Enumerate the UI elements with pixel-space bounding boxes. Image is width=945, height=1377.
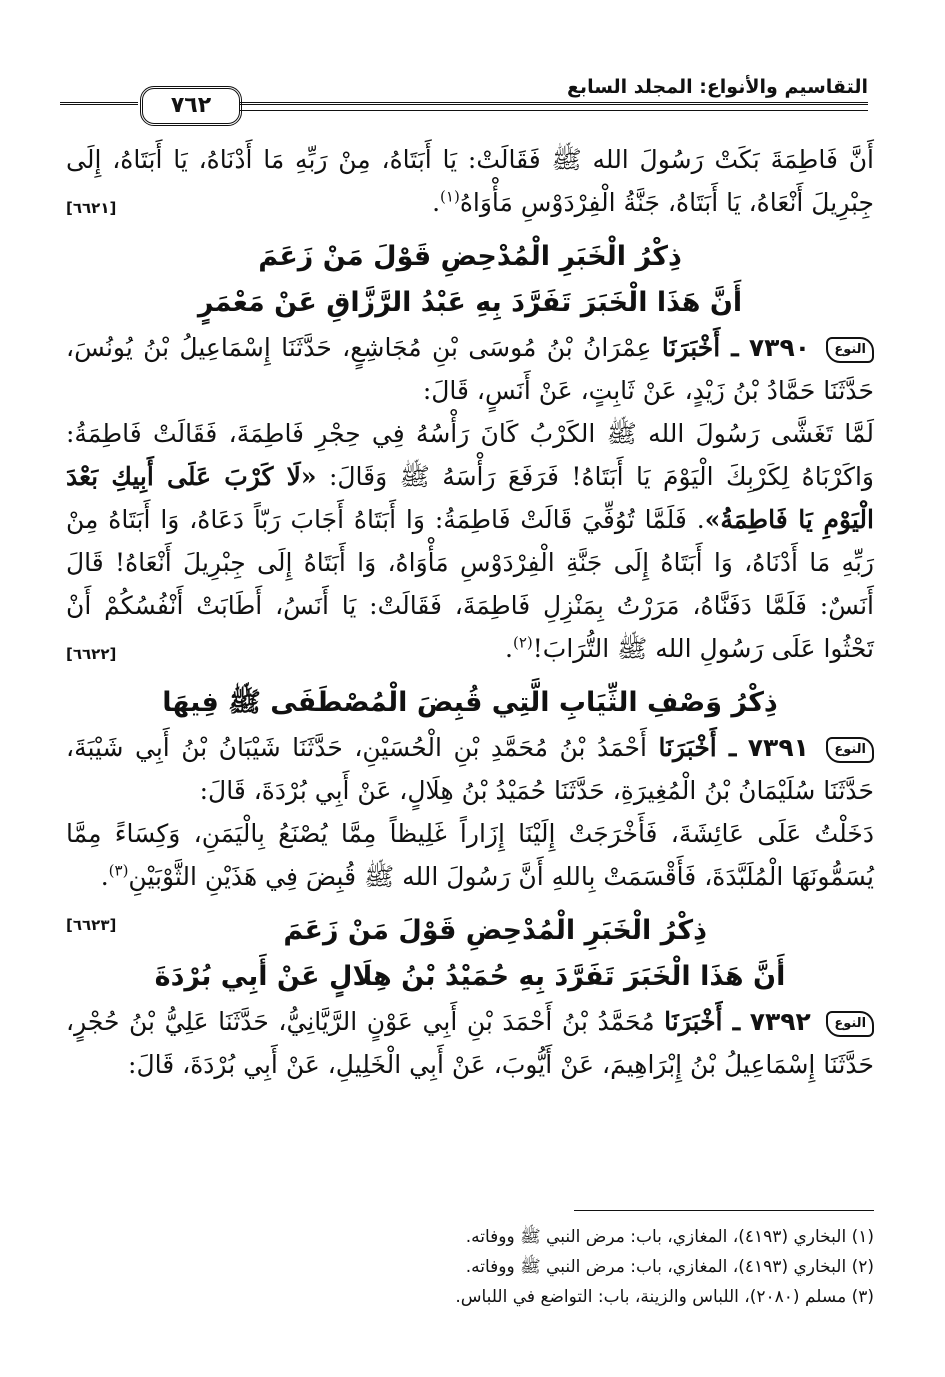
akhbarana-label: ـ أَخْبَرَنَا <box>661 333 739 362</box>
heading-line: أَنَّ هَذَا الْخَبَرَ تَفَرَّدَ بِهِ عَبْدُ الرَّزَّاقِ عَنْ مَعْمَرٍ <box>197 287 743 318</box>
paragraph-continuation <box>66 138 874 224</box>
header-rule-thin <box>240 110 868 111</box>
type-badge: النوع <box>826 337 874 363</box>
heading-line: ذِكْرُ الْخَبَرِ الْمُدْحِضِ قَوْلَ مَنْ زَعَمَ <box>283 915 707 946</box>
matn-tail: . <box>505 634 513 663</box>
hadith-number: ٧٣٩٠ <box>748 333 810 362</box>
footnote-item: (١) البخاري (٤١٩٣)، المغازي، باب: مرض النبي ﷺ ووفاته. <box>465 1227 874 1247</box>
paragraph-text: أَنَّ فَاطِمَةَ بَكَتْ رَسُولَ الله ﷺ فَقَالَتْ: يَا أَبَتَاهُ، مِنْ رَبِّهِ مَا أَدْنَاهُ، يَا أَبَتَاهُ، إِلَى جِبْرِيلَ أَنْعَاهُ، يَا أَبَتَاهُ، جَنَّةُ الْفِرْدَوْسِ مَأْوَاهُ <box>66 145 874 217</box>
paragraph-tail: . <box>432 188 441 217</box>
main-text <box>66 138 874 1086</box>
hadith-number: ٧٣٩٢ <box>749 1007 811 1036</box>
akhbarana-label: ـ أَخْبَرَنَا <box>664 1007 741 1036</box>
chapter-heading <box>66 680 874 726</box>
footnotes <box>66 1222 874 1312</box>
heading-line: أَنَّ هَذَا الْخَبَرَ تَفَرَّدَ بِهِ حُمَيْدُ بْنُ هِلَالٍ عَنْ أَبِي بُرْدَةَ <box>154 961 786 992</box>
chapter-heading <box>66 234 874 326</box>
matn-text: لَمَّا تَغَشَّى رَسُولَ الله ﷺ الكَرْبُ كَانَ رَأْسُهُ فِي حِجْرِ فَاطِمَةَ، فَقَالَتْ فَاطِمَةُ: وَاكَرْبَاهُ لِكَرْبِكَ الْيَوْمَ يَا أَبَتَاهُ! فَرَفَعَ رَأْسَهُ ﷺ وَقَالَ: <box>66 419 874 491</box>
hadith-reference: [٦٦٢٢] <box>66 645 117 663</box>
header-rule-left <box>60 102 138 105</box>
page-header <box>60 70 868 120</box>
matn-text: دَخَلْتُ عَلَى عَائِشَةَ، فَأَخْرَجَتْ إِلَيْنَا إِزَاراً غَلِيظاً مِمَّا يُصْنَعُ بِالْيَمَنِ، وَكِسَاءً مِمَّا يُسَمُّونَهَا الْمُلَبَّدَةَ، فَأَقْسَمَتْ بِاللهِ أَنَّ رَسُولَ الله ﷺ قُبِضَ فِي هَذَيْنِ الثَّوْبَيْنِ <box>66 819 874 891</box>
isnad-text: عِمْرَانُ بْنُ مُوسَى بْنِ مُجَاشِعٍ، حَدَّثَنَا إِسْمَاعِيلُ بْنُ يُونُسَ، حَدَّثَنَا حَمَّادُ بْنُ زَيْدٍ، عَنْ ثَابِتٍ، عَنْ أَنَسٍ، قَالَ: <box>66 333 874 405</box>
hadith-reference: [٦٦٢٣] <box>66 916 117 934</box>
header-rule-right <box>240 102 868 105</box>
footnote-item: (٢) البخاري (٤١٩٣)، المغازي، باب: مرض النبي ﷺ ووفاته. <box>465 1257 874 1277</box>
type-badge: النوع <box>826 1011 874 1037</box>
heading-line: ذِكْرُ وَصْفِ الثِّيَابِ الَّتِي قُبِضَ الْمُصْطَفَى ﷺ فِيهَا <box>162 687 778 718</box>
hadith-number: ٧٣٩١ <box>747 733 809 762</box>
matn-text: . فَلَمَّا تُوُفِّيَ قَالَتْ فَاطِمَةُ: وَا أَبَتَاهُ أَجَابَ رَبّاً دَعَاهُ، وَا أَبَتَاهُ مِنْ رَبِّهِ مَا أَدْنَاهُ، وَا أَبَتَاهُ إِلَى جَنَّةِ الْفِرْدَوْسِ مَأْوَاهُ، وَا أَبَتَاهُ إِلَى جِبْرِيلَ أَنْعَاهُ! قَالَ أَنَسٌ: فَلَمَّا دَفَنَّاهُ، مَرَرْتُ بِمَنْزِلِ فَاطِمَةَ، فَقَالَتْ: يَا أَنَسُ، أَطَابَتْ أَنْفُسُكُمْ أَنْ تَحْثُوا عَلَى رَسُولِ الله ﷺ التُّرَابَ! <box>66 505 874 663</box>
matn-tail: . <box>100 862 109 891</box>
matn-7390 <box>66 412 874 670</box>
hadith-7391 <box>66 726 874 812</box>
footnote-mark: (١) <box>440 187 460 206</box>
footnote-separator <box>66 1210 874 1211</box>
heading-line: ذِكْرُ الْخَبَرِ الْمُدْحِضِ قَوْلَ مَنْ زَعَمَ <box>258 241 682 272</box>
chapter-heading <box>66 908 874 1000</box>
footnote-item: (٣) مسلم (٢٠٨٠)، اللباس والزينة، باب: التواضع في اللباس. <box>455 1287 874 1307</box>
footnote-mark: (٣) <box>108 861 129 880</box>
type-badge: النوع <box>826 737 874 763</box>
hadith-7392 <box>66 1000 874 1086</box>
hadith-7390 <box>66 326 874 412</box>
footnote-mark: (٢) <box>512 633 533 652</box>
page-number: ٧٦٢ <box>140 86 242 126</box>
prophetic-saying: «لَا كَرْبَ عَلَى أَبِيكِ بَعْدَ الْيَوْمِ يَا فَاطِمَةُ» <box>66 462 874 534</box>
hadith-reference: [٦٦٢١] <box>66 199 117 217</box>
running-title: التقاسيم والأنواع: المجلد السابع <box>566 76 868 98</box>
isnad-text: مُحَمَّدُ بْنُ أَحْمَدَ بْنِ أَبِي عَوْنٍ الرَّيَّانِيُّ، حَدَّثَنَا عَلِيُّ بْنُ حُجْرٍ، حَدَّثَنَا إِسْمَاعِيلُ بْنُ إِبْرَاهِيمَ، عَنْ أَيُّوبَ، عَنْ أَبِي الْخَلِيلِ، عَنْ أَبِي بُرْدَةَ، قَالَ: <box>66 1007 874 1079</box>
isnad-text: أَحْمَدُ بْنُ مُحَمَّدِ بْنِ الْحُسَيْنِ، حَدَّثَنَا شَيْبَانُ بْنُ أَبِي شَيْبَةَ، حَدَّثَنَا سُلَيْمَانُ بْنُ الْمُغِيرَةِ، حَدَّثَنَا حُمَيْدُ بْنُ هِلَالٍ، عَنْ أَبِي بُرْدَةَ، قَالَ: <box>66 733 874 805</box>
akhbarana-label: ـ أَخْبَرَنَا <box>658 733 737 762</box>
